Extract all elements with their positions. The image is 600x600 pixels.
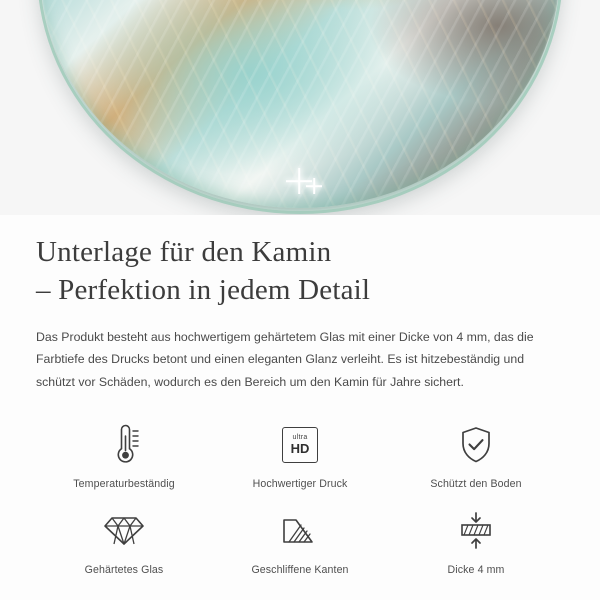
feature-label: Dicke 4 mm [447, 563, 505, 576]
page-title [36, 233, 564, 310]
feature-label: Gehärtetes Glas [84, 563, 164, 576]
glass-plate-image [40, 0, 560, 208]
feature-label: Geschliffene Kanten [251, 563, 349, 576]
feature-label: Schützt den Boden [430, 477, 522, 490]
content-section [0, 215, 600, 576]
feature-item-thickness [388, 506, 564, 576]
product-description-text: Das Produkt besteht aus hochwertigem gehärtetem Glas mit einer Dicke von 4 mm, das die Farbtiefe des Drucks betont und einen eleganten Glanz verleiht. Es ist hitzebeständig und schützt vor Schäden, wodurch es den Bereich um den Kamin für Jahre sichert. [36, 329, 534, 389]
ultra-hd-badge-top: ultra [292, 434, 308, 442]
ultra-hd-badge-bottom: HD [290, 441, 310, 457]
page-title-line-2: – Perfektion in jedem Detail [36, 274, 371, 307]
feature-item-print-quality [212, 420, 388, 490]
hero-image-section [0, 0, 600, 215]
shield-check-icon [448, 420, 504, 470]
feature-grid [36, 420, 564, 576]
thickness-arrows-icon [448, 506, 504, 556]
feature-item-temperature [36, 420, 212, 490]
feature-label: Temperaturbeständig [73, 477, 175, 490]
page-title-line-1: Unterlage für den Kamin [36, 236, 332, 268]
feature-item-floor-protection [388, 420, 564, 490]
polished-edges-icon [272, 506, 328, 556]
feature-item-tempered-glass [36, 506, 212, 576]
thermometer-icon [96, 420, 152, 470]
ultra-hd-icon [272, 420, 328, 470]
feature-item-polished-edges [212, 506, 388, 576]
diamond-icon [96, 506, 152, 556]
feature-label: Hochwertiger Druck [252, 477, 348, 490]
